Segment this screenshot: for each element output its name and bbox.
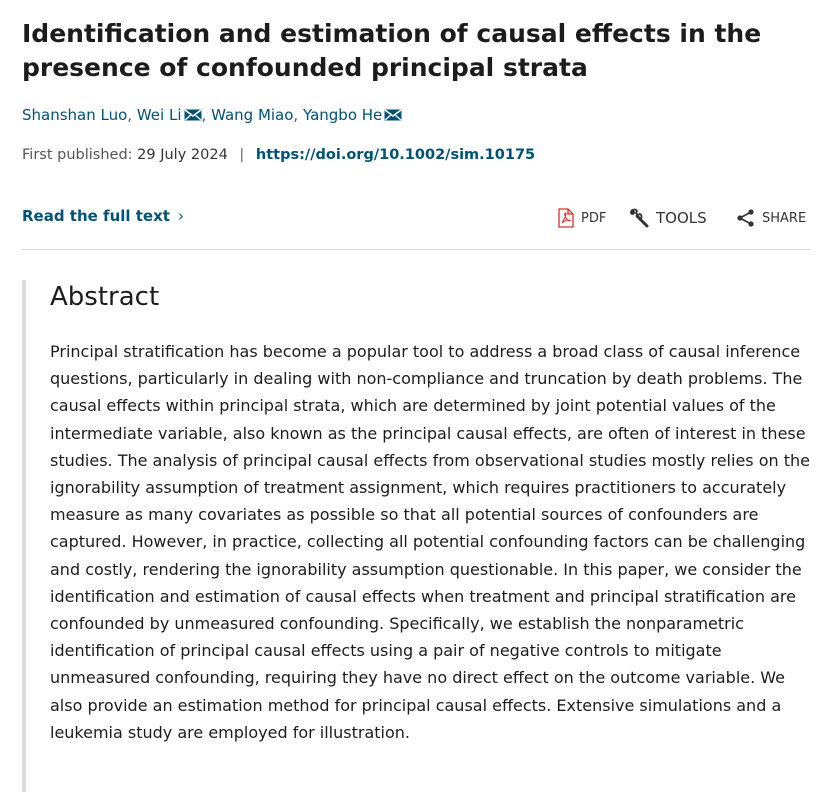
article-toolbar xyxy=(22,206,810,232)
chevron-right-icon: › xyxy=(177,207,184,225)
envelope-icon[interactable] xyxy=(384,109,402,121)
doi-link[interactable]: https://doi.org/10.1002/sim.10175 xyxy=(255,147,536,163)
author-separator: , xyxy=(127,106,133,124)
published-date: 29 July 2024 xyxy=(137,147,228,163)
tools-button[interactable] xyxy=(628,208,707,228)
abstract-text: Principal stratification has become a popular tool to address a broad class of causal inference questions, particularly in dealing with non-compliance and truncation by death problems. The causal effects within principal strata, which are determined by joint potential values of the intermediate variable, also known as the principal causal effects, are often of interest in these studies. The analysis of principal causal effects from observational studies mostly relies on the ignorability assumption of treatment assignment, which requires practitioners to accurately measure as many covariates as possible so that all potential sources of confounders are captured. However, in practice, collecting all potential confounding factors can be challenging and costly, rendering the ignorability assumption questionable. In this paper, we consider the identification and estimation of causal effects when treatment and principal stratification are confounded by unmeasured confounding. Specifically, we establish the nonparametric identification of principal causal effects using a pair of negative controls to mitigate unmeasured confounding, requiring they have no direct effect on the outcome variable. We also provide an estimation method for principal causal effects. Extensive simulations and a leukemia study are employed for illustration. xyxy=(50,342,810,742)
read-full-text-link[interactable] xyxy=(22,207,184,225)
author-list xyxy=(22,104,402,126)
toolbar-divider xyxy=(22,249,810,250)
tools-label: TOOLS xyxy=(656,209,707,227)
author-link[interactable]: Yangbo He xyxy=(302,106,383,124)
share-icon xyxy=(736,208,756,228)
publication-info xyxy=(22,144,535,166)
pdf-button[interactable] xyxy=(557,208,606,228)
wrench-icon xyxy=(628,208,650,228)
abstract-section xyxy=(22,280,816,792)
abstract-heading: Abstract xyxy=(50,282,160,312)
article-title: Identification and estimation of causal effects in the presence of confounded principal strata xyxy=(22,19,762,82)
published-label: First published: xyxy=(22,147,133,163)
share-button[interactable] xyxy=(736,208,806,228)
author-separator: , xyxy=(201,106,207,124)
author-link[interactable]: Wang Miao xyxy=(211,106,294,124)
read-full-text-label: Read the full text xyxy=(22,207,170,225)
pdf-file-icon xyxy=(557,208,575,228)
share-label: SHARE xyxy=(762,210,807,226)
envelope-icon[interactable] xyxy=(184,109,202,121)
author-link[interactable]: Wei Li xyxy=(136,106,182,124)
pub-separator: | xyxy=(239,147,245,163)
pdf-label: PDF xyxy=(581,210,607,226)
author-separator: , xyxy=(293,106,299,124)
author-link[interactable]: Shanshan Luo xyxy=(22,106,128,124)
